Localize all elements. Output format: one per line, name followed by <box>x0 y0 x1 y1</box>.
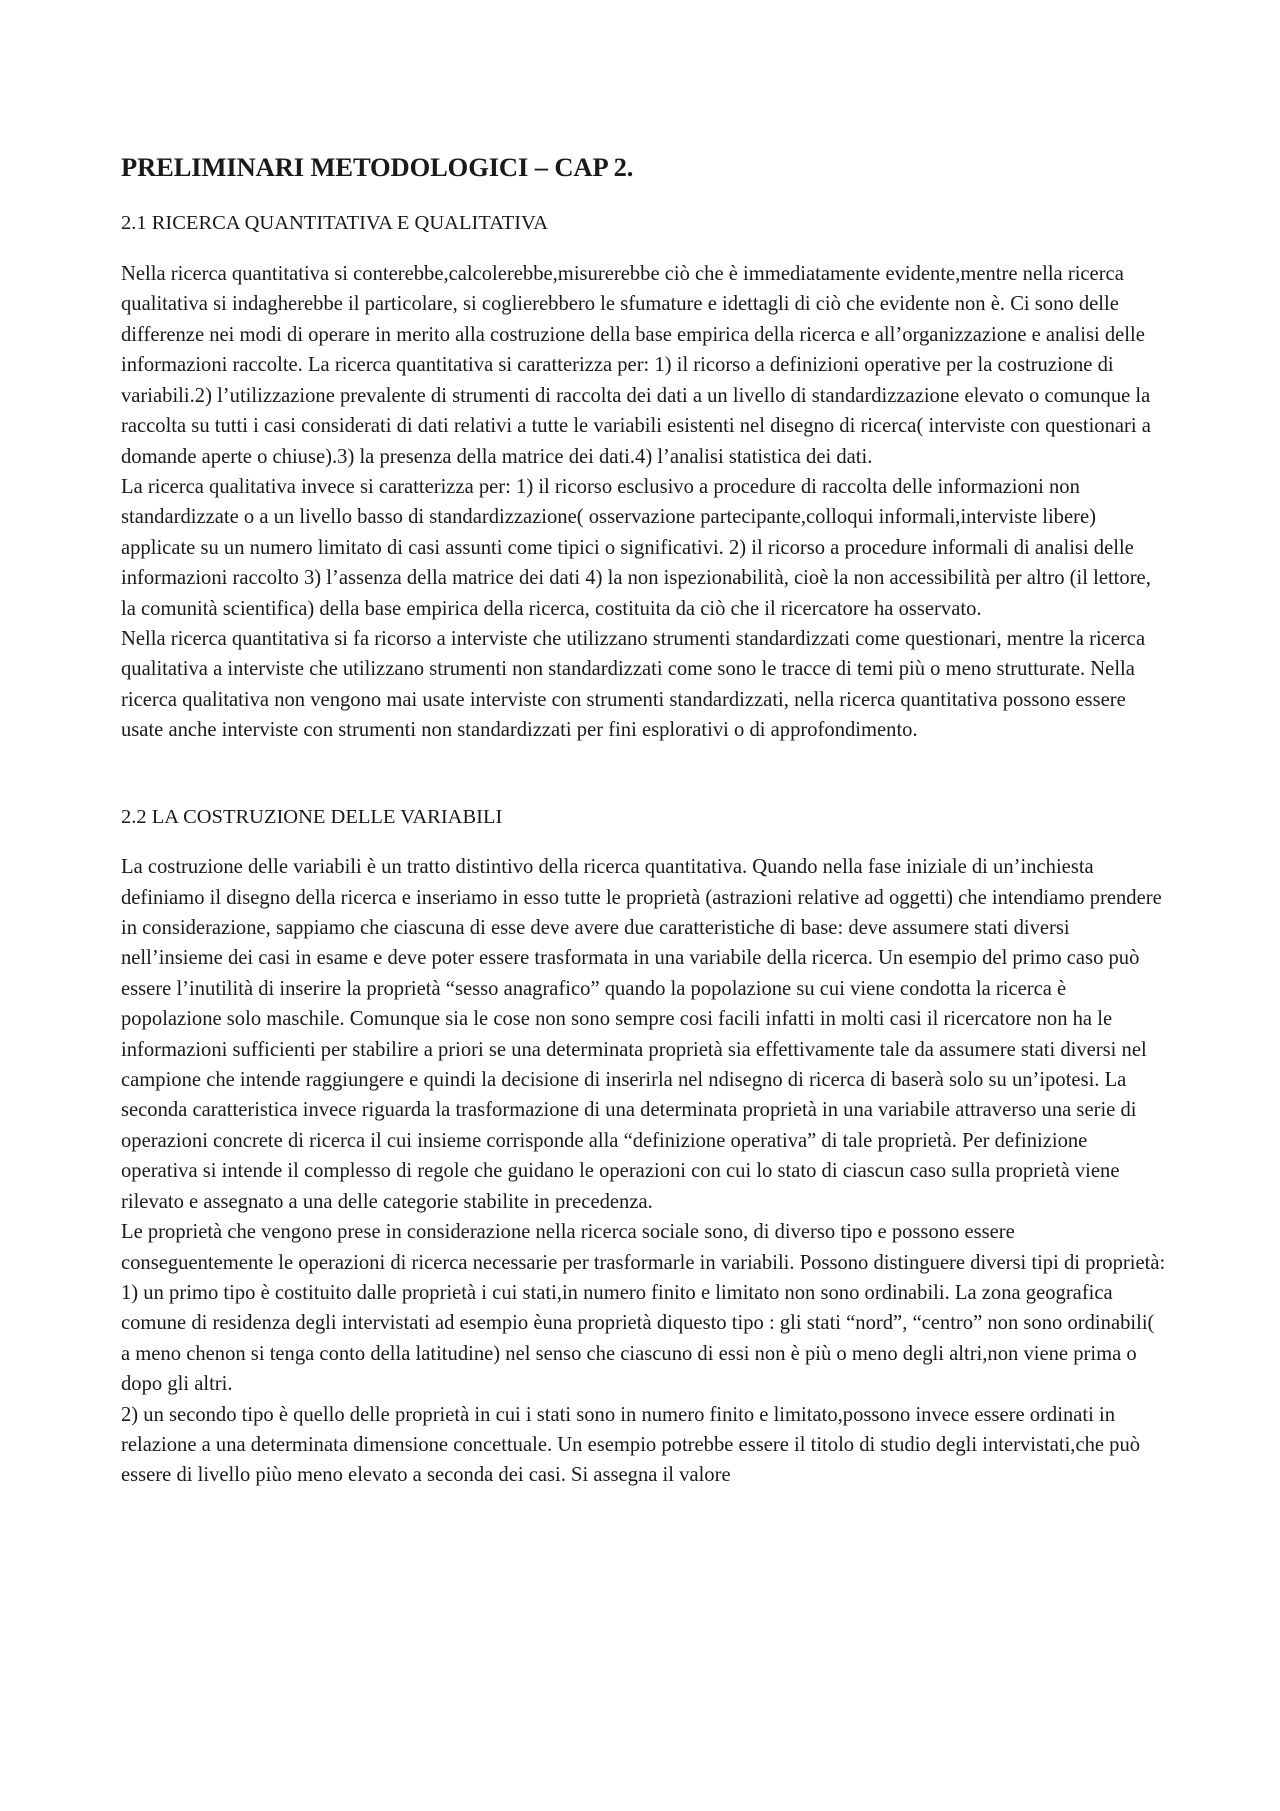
section-heading-2-1: 2.1 RICERCA QUANTITATIVA E QUALITATIVA <box>121 212 549 235</box>
section-heading-2-2: 2.2 LA COSTRUZIONE DELLE VARIABILI <box>121 805 503 828</box>
paragraph: La ricerca qualitativa invece si caratterizza per: 1) il ricorso esclusivo a procedure di raccolta delle informazioni non standardizzate o a un livello basso di standardizzazione( osservazione partecipante,colloqui informali,interviste libere) applicate su un numero limitato di casi assunti come tipici o significativi. 2) il ricorso a procedure informali di analisi delle informazioni raccolto 3) l’assenza della matrice dei dati 4) la non ispezionabilità, cioè la non accessibilità per altro (il lettore, la comunità scientifica) della base empirica della ricerca, costituita da ciò che il ricercatore ha osservato. <box>121 475 1151 620</box>
paragraph: Nella ricerca quantitativa si conterebbe,calcolerebbe,misurerebbe ciò che è immediatamente evidente,mentre nella ricerca qualitativa si indagherebbe il particolare, si coglierebbero le sfumature e idettagli di ciò che evidente non è. Ci sono delle differenze nei modi di operare in merito alla costruzione della base empirica della ricerca e all’organizzazione e analisi delle informazioni raccolte. La ricerca quantitativa si caratterizza per: 1) il ricorso a definizioni operative per la costruzione di variabili.2) l’utilizzazione prevalente di strumenti di raccolta dei dati a un livello di standardizzazione elevato o comunque la raccolta su tutti i casi considerati di dati relativi a tutte le variabili esistenti nel disegno di ricerca( interviste con questionari a domande aperte o chiuse).3) la presenza della matrice dei dati.4) l’analisi statistica dei dati. <box>121 263 1151 468</box>
section-body-2-2 <box>121 852 1166 1491</box>
document-page <box>121 150 1166 1491</box>
paragraph: 2) un secondo tipo è quello delle proprietà in cui i stati sono in numero finito e limitato,possono invece essere ordinati in relazione a una determinata dimensione concettuale. Un esempio potrebbe essere il titolo di studio degli intervistati,che può essere di livello piùo meno elevato a seconda dei casi. Si assegna il valore <box>121 1403 1141 1487</box>
paragraph: Nella ricerca quantitativa si fa ricorso a interviste che utilizzano strumenti standardizzati come questionari, mentre la ricerca qualitativa a interviste che utilizzano strumenti non standardizzati come sono le tracce di temi più o meno strutturate. Nella ricerca qualitativa non vengono mai usate interviste con strumenti standardizzati, nella ricerca quantitativa possono essere usate anche interviste con strumenti non standardizzati per fini esplorativi o di approfondimento. <box>121 627 1146 742</box>
paragraph: Le proprietà che vengono prese in considerazione nella ricerca sociale sono, di diverso tipo e possono essere conseguentemente le operazioni di ricerca necessarie per trasformarle in variabili. Possono distinguere diversi tipi di proprietà: <box>121 1221 1166 1274</box>
section-body-2-1 <box>121 259 1166 746</box>
paragraph: La costruzione delle variabili è un tratto distintivo della ricerca quantitativa. Quando nella fase iniziale di un’inchiesta definiamo il disegno della ricerca e inseriamo in esso tutte le proprietà (astrazioni relative ad oggetti) che intendiamo prendere in considerazione, sappiamo che ciascuna di esse deve avere due caratteristiche di base: deve assumere stati diversi nell’insieme dei casi in esame e deve poter essere trasformata in una variabile della ricerca. Un esempio del primo caso può essere l’inutilità di inserire la proprietà “sesso anagrafico” quando la popolazione su cui viene condotta la ricerca è popolazione solo maschile. Comunque sia le cose non sono sempre cosi facili infatti in molti casi il ricercatore non ha le informazioni sufficienti per stabilire a priori se una determinata proprietà sia effettivamente tale da assumere stati diversi nel campione che intende raggiungere e quindi la decisione di inserirla nel ndisegno di ricerca di baserà solo su un’ipotesi. La seconda caratteristica invece riguarda la trasformazione di una determinata proprietà in una variabile attraverso una serie di operazioni concrete di ricerca il cui insieme corrisponde alla “definizione operativa” di tale proprietà. Per definizione operativa si intende il complesso di regole che guidano le operazioni con cui lo stato di ciascun caso sulla proprietà viene rilevato e assegnato a una delle categorie stabilite in precedenza. <box>121 856 1162 1213</box>
paragraph: 1) un primo tipo è costituito dalle proprietà i cui stati,in numero finito e limitato non sono ordinabili. La zona geografica comune di residenza degli intervistati ad esempio èuna proprietà diquesto tipo : gli stati “nord”, “centro” non sono ordinabili( a meno chenon si tenga conto della latitudine) nel senso che ciascuno di essi non è più o meno degli altri,non viene prima o dopo gli altri. <box>121 1281 1155 1396</box>
document-title: PRELIMINARI METODOLOGICI – CAP 2. <box>121 152 634 182</box>
